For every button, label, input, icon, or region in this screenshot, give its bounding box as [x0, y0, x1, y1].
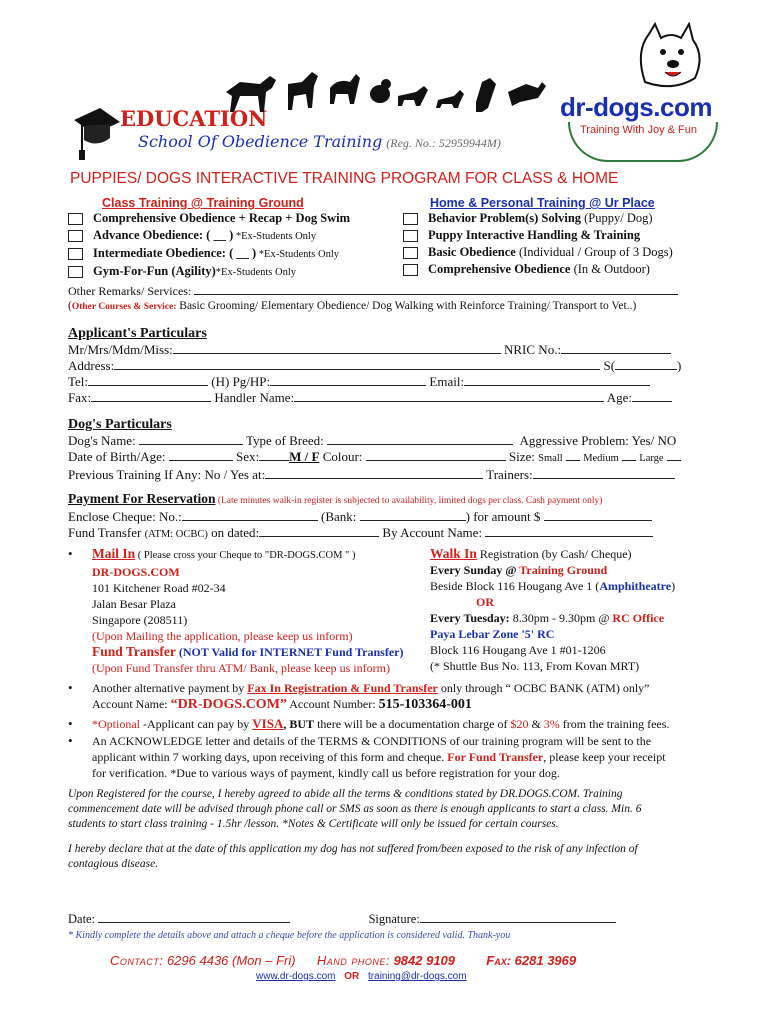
shuttle-label: (* Shuttle Bus No. 113, From Kovan MRT): [430, 659, 640, 673]
colour-label: Colour:: [322, 449, 363, 464]
colour-field[interactable]: [366, 449, 506, 461]
mail-inform-note: (Upon Mailing the application, please keep us inform): [92, 629, 353, 643]
breed-field[interactable]: [327, 433, 513, 445]
sex-options[interactable]: M / F: [289, 449, 320, 464]
school-name: School Of Obedience Training: [138, 132, 383, 151]
option-label: Basic Obedience: [428, 245, 516, 259]
walk-in-title: Walk In: [430, 546, 477, 561]
handphone-value: 9842 9109: [389, 953, 456, 968]
option-note: *Ex-Students Only: [233, 231, 317, 242]
sunday-label: Every Sunday @: [430, 563, 520, 577]
dated-field[interactable]: [259, 525, 379, 537]
hp-label: (H) Pg/HP:: [211, 374, 271, 389]
amphitheatre: Amphitheatre: [599, 579, 672, 593]
payment-heading: Payment For Reservation: [68, 491, 216, 506]
account-field[interactable]: [485, 525, 653, 537]
payment-section: [68, 491, 708, 543]
checkbox-basic[interactable]: [403, 247, 418, 259]
dog-heading: Dog's Particulars: [68, 417, 172, 432]
mail-address-name: DR-DOGS.COM: [92, 565, 180, 579]
website-link[interactable]: www.dr-dogs.com: [256, 971, 336, 982]
fax-field[interactable]: [91, 390, 211, 402]
handler-field[interactable]: [294, 390, 604, 402]
size-large-field[interactable]: [667, 449, 681, 461]
other-remarks-field[interactable]: [194, 283, 678, 295]
address-field[interactable]: [114, 358, 600, 370]
mail-in-title: Mail In: [92, 546, 136, 561]
optional-label: *Optional: [92, 717, 140, 731]
fax-footer-label: Fax:: [486, 953, 512, 968]
contact-value: 6296 4436 (Mon – Fri): [163, 953, 296, 968]
tuesday-time: 8.30pm - 9.30pm @: [509, 611, 613, 625]
sunday-close: ): [671, 579, 676, 593]
bank-label: (Bank:: [320, 509, 357, 524]
ack-line: , please keep your receipt: [543, 750, 666, 764]
dated-label: on dated:: [211, 525, 260, 540]
option-note: (Puppy/ Dog): [581, 211, 653, 225]
tel-label: Tel:: [68, 374, 89, 389]
fund-label: Fund Transfer: [68, 525, 142, 540]
checkbox-behavior[interactable]: [403, 213, 418, 225]
ack-line: An ACKNOWLEDGE letter and details of the TERMS & CONDITIONS of our training program will be sent to the: [92, 734, 652, 748]
declaration-line: I hereby declare that at the date of this application my dog has not suffered from/been exposed to the risk of any infection of: [68, 843, 638, 855]
charge-end: from the training fees.: [559, 717, 670, 731]
nric-field[interactable]: [561, 342, 671, 354]
cartoon-dog-icon: [615, 22, 715, 92]
terms-text: [68, 787, 708, 872]
postal-close: ): [677, 358, 682, 373]
terms-line: Upon Registered for the course, I hereby agreed to abide all the terms & conditions stated by DR.DOGS.COM. Training: [68, 788, 623, 800]
ack-fund-transfer: For Fund Transfer: [447, 750, 544, 764]
dob-field[interactable]: [169, 449, 233, 461]
trainers-label: Trainers:: [486, 467, 533, 482]
fax-footer-value: 6281 3969: [511, 953, 577, 968]
checkbox-intermediate[interactable]: [68, 248, 83, 260]
applicant-section: [68, 326, 698, 406]
fund-transfer-title: Fund Transfer: [92, 644, 176, 659]
account-name-label: Account Name:: [92, 697, 171, 711]
applicant-heading: Applicant's Particulars: [68, 326, 207, 341]
footer-contact: [110, 953, 576, 968]
completion-note: * Kindly complete the details above and attach a cheque before the application is considered valid. Thank-you: [68, 930, 511, 941]
age-field[interactable]: [632, 390, 672, 402]
size-small[interactable]: Small: [538, 453, 563, 464]
option-label: Behavior Problem(s) Solving: [428, 211, 582, 225]
date-signature-row: [68, 911, 616, 927]
school-of-obedience-text: [138, 132, 501, 152]
home-training-list: [403, 210, 673, 278]
payment-bullets: [92, 680, 712, 781]
charge-percent: 3%: [543, 717, 560, 731]
header: [60, 60, 720, 170]
age-label: Age:: [606, 390, 632, 405]
other-remarks-label: Other Remarks/ Services:: [68, 284, 192, 298]
alt-payment-link[interactable]: Fax In Registration & Fund Transfer: [247, 681, 438, 695]
size-large[interactable]: Large: [639, 453, 664, 464]
breed-label: Type of Breed:: [245, 433, 324, 448]
atm-label: (ATM: OCBC): [144, 529, 208, 540]
footer-links: [256, 971, 467, 982]
amount-field[interactable]: [544, 509, 652, 521]
name-label: Mr/Mrs/Mdm/Miss:: [68, 342, 173, 357]
name-field[interactable]: [173, 342, 501, 354]
postal-field[interactable]: [615, 358, 677, 370]
terms-line: commencement date will be advised through phone call or SMS as soon as there is enough applicants to start a class. Min. 6: [68, 803, 642, 815]
dog-silhouettes-icon: [220, 62, 550, 120]
mail-address-line: Jalan Besar Plaza: [92, 597, 176, 611]
option-label: Intermediate Obedience: ( __ ): [93, 246, 257, 260]
handler-label: Handler Name:: [214, 390, 295, 405]
size-label: Size:: [508, 449, 535, 464]
tel-field[interactable]: [88, 374, 208, 386]
reg-no: (Reg. No.: 52959944M): [386, 136, 501, 150]
cheque-label: Enclose Cheque: No.:: [68, 509, 182, 524]
option-label: Advance Obedience: ( __ ): [93, 228, 234, 242]
optional-text: -Applicant can pay by: [140, 717, 253, 731]
checkbox-puppy[interactable]: [403, 230, 418, 242]
walk-in-note: Registration (by Cash/ Cheque): [476, 547, 632, 561]
mail-in-note: ( Please cross your Cheque to "DR-DOGS.COM " ): [135, 550, 356, 561]
size-medium-field[interactable]: [622, 449, 636, 461]
size-medium[interactable]: Medium: [583, 453, 619, 464]
tuesday-place: RC Office: [612, 611, 665, 625]
payment-note: (Late minutes walk-in register is subjected to availability, limited dogs per class. Cash payment only): [215, 496, 603, 506]
account-number-label: Account Number:: [286, 697, 379, 711]
cheque-field[interactable]: [182, 509, 318, 521]
option-label: Gym-For-Fun (Agility): [93, 264, 216, 278]
sex-label: Sex:: [235, 449, 260, 464]
mail-address-line: 101 Kitchener Road #02-34: [92, 581, 226, 595]
class-training-list: [68, 210, 350, 281]
or-label: OR: [476, 595, 494, 609]
email-label: Email:: [429, 374, 465, 389]
dob-label: Date of Birth/Age:: [68, 449, 166, 464]
amount-label: ) for amount $: [465, 509, 541, 524]
sex-field[interactable]: [259, 449, 289, 461]
other-courses-text: Basic Grooming/ Elementary Obedience/ Dog Walking with Reinforce Training/ Transport to Vet..): [176, 300, 637, 312]
fund-transfer-sub: (Upon Fund Transfer thru ATM/ Bank, please keep us inform): [92, 661, 390, 675]
option-label: Puppy Interactive Handling & Training: [428, 228, 641, 242]
aggressive-label: Aggressive Problem: Yes/ NO: [519, 433, 677, 448]
option-note: *Ex-Students Only: [256, 249, 339, 260]
charge-text: there will be a documentation charge of: [314, 717, 511, 731]
checkbox-comprehensive-home[interactable]: [403, 264, 418, 276]
charge-amp: &: [528, 717, 544, 731]
bank-field[interactable]: [360, 509, 466, 521]
checkbox-advance[interactable]: [68, 230, 83, 242]
email-link[interactable]: training@dr-dogs.com: [368, 971, 467, 982]
postal-label: S(: [603, 358, 616, 373]
mail-address-line: Singapore (208511): [92, 613, 188, 627]
block-label: Block 116 Hougang Ave 1 #01-1206: [430, 643, 606, 657]
other-courses-label: Other Courses & Service:: [71, 302, 177, 312]
nric-label: NRIC No.:: [504, 342, 562, 357]
date-label: Date:: [68, 912, 96, 926]
option-note: (Individual / Group of 3 Dogs): [515, 245, 673, 259]
handphone-label: Hand phone:: [316, 953, 390, 968]
option-label: Comprehensive Obedience: [428, 262, 571, 276]
charge-amount: $20: [510, 717, 529, 731]
checkbox-comprehensive[interactable]: [68, 213, 83, 225]
account-label: By Account Name:: [382, 525, 483, 540]
declaration-line: contagious disease.: [68, 858, 159, 870]
checkbox-gym-for-fun[interactable]: [68, 266, 83, 278]
education-logo-text: EDUCATION: [120, 106, 268, 131]
but-label: , BUT: [283, 717, 315, 731]
page-title: PUPPIES/ DOGS INTERACTIVE TRAINING PROGRAM FOR CLASS & HOME: [70, 170, 619, 187]
zone-label: Paya Lebar Zone '5' RC: [430, 627, 555, 641]
option-label: Comprehensive Obedience + Recap + Dog Swim: [93, 211, 351, 225]
fund-transfer-note: (NOT Valid for INTERNET Fund Transfer): [175, 645, 404, 659]
sunday-place: Training Ground: [519, 563, 608, 577]
alt-payment-rest: only through “ OCBC BANK (ATM) only”: [437, 681, 650, 695]
other-remarks: [68, 283, 678, 299]
ack-line: for verification. *Due to various ways of payment, kindly call us before registration for your dog.: [92, 766, 560, 780]
signature-field[interactable]: [420, 911, 616, 923]
visa-label: VISA: [252, 716, 284, 731]
option-note: (In & Outdoor): [570, 262, 650, 276]
walk-in-column: [430, 546, 720, 674]
dr-dogs-logo: dr-dogs.com: [560, 92, 712, 122]
contact-label: Contact:: [110, 953, 164, 968]
dog-name-field[interactable]: [139, 433, 243, 445]
hp-field[interactable]: [270, 374, 426, 386]
date-field[interactable]: [98, 911, 290, 923]
trainers-field[interactable]: [533, 467, 675, 479]
dog-name-label: Dog's Name:: [68, 433, 136, 448]
home-training-heading: Home & Personal Training @ Ur Place: [430, 196, 655, 210]
sunday-address: Beside Block 116 Hougang Ave 1 (: [430, 579, 600, 593]
tuesday-label: Every Tuesday:: [430, 611, 510, 625]
account-number: 515-103364-001: [378, 697, 472, 712]
size-small-field[interactable]: [566, 449, 580, 461]
mail-in-column: [92, 546, 432, 676]
fax-label: Fax:: [68, 390, 92, 405]
logo-tagline: Training With Joy & Fun: [580, 124, 697, 136]
class-training-heading: Class Training @ Training Ground: [102, 196, 304, 210]
option-note: *Ex-Students Only: [215, 267, 296, 278]
dog-section: [68, 417, 698, 483]
signature-label: Signature:: [368, 912, 420, 926]
previous-label: Previous Training If Any: No / Yes at:: [68, 467, 266, 482]
footer-or: OR: [344, 971, 360, 982]
graduation-cap-icon: [72, 100, 122, 162]
email-field[interactable]: [464, 374, 650, 386]
alt-payment-text: Another alternative payment by: [92, 681, 248, 695]
ack-line: applicant within 7 working days, upon receiving of this form and cheque.: [92, 750, 448, 764]
previous-field[interactable]: [265, 467, 483, 479]
terms-line: students to start class training - 1.5hr /lesson. *Notes & Certificate will only be issued for certain courses.: [68, 818, 559, 830]
address-label: Address:: [68, 358, 115, 373]
account-name: “DR-DOGS.COM”: [170, 697, 287, 712]
other-courses: (Other Courses & Service: Basic Grooming/ Elementary Obedience/ Dog Walking with Reinforce Training/ Transport to Vet..): [68, 300, 637, 312]
